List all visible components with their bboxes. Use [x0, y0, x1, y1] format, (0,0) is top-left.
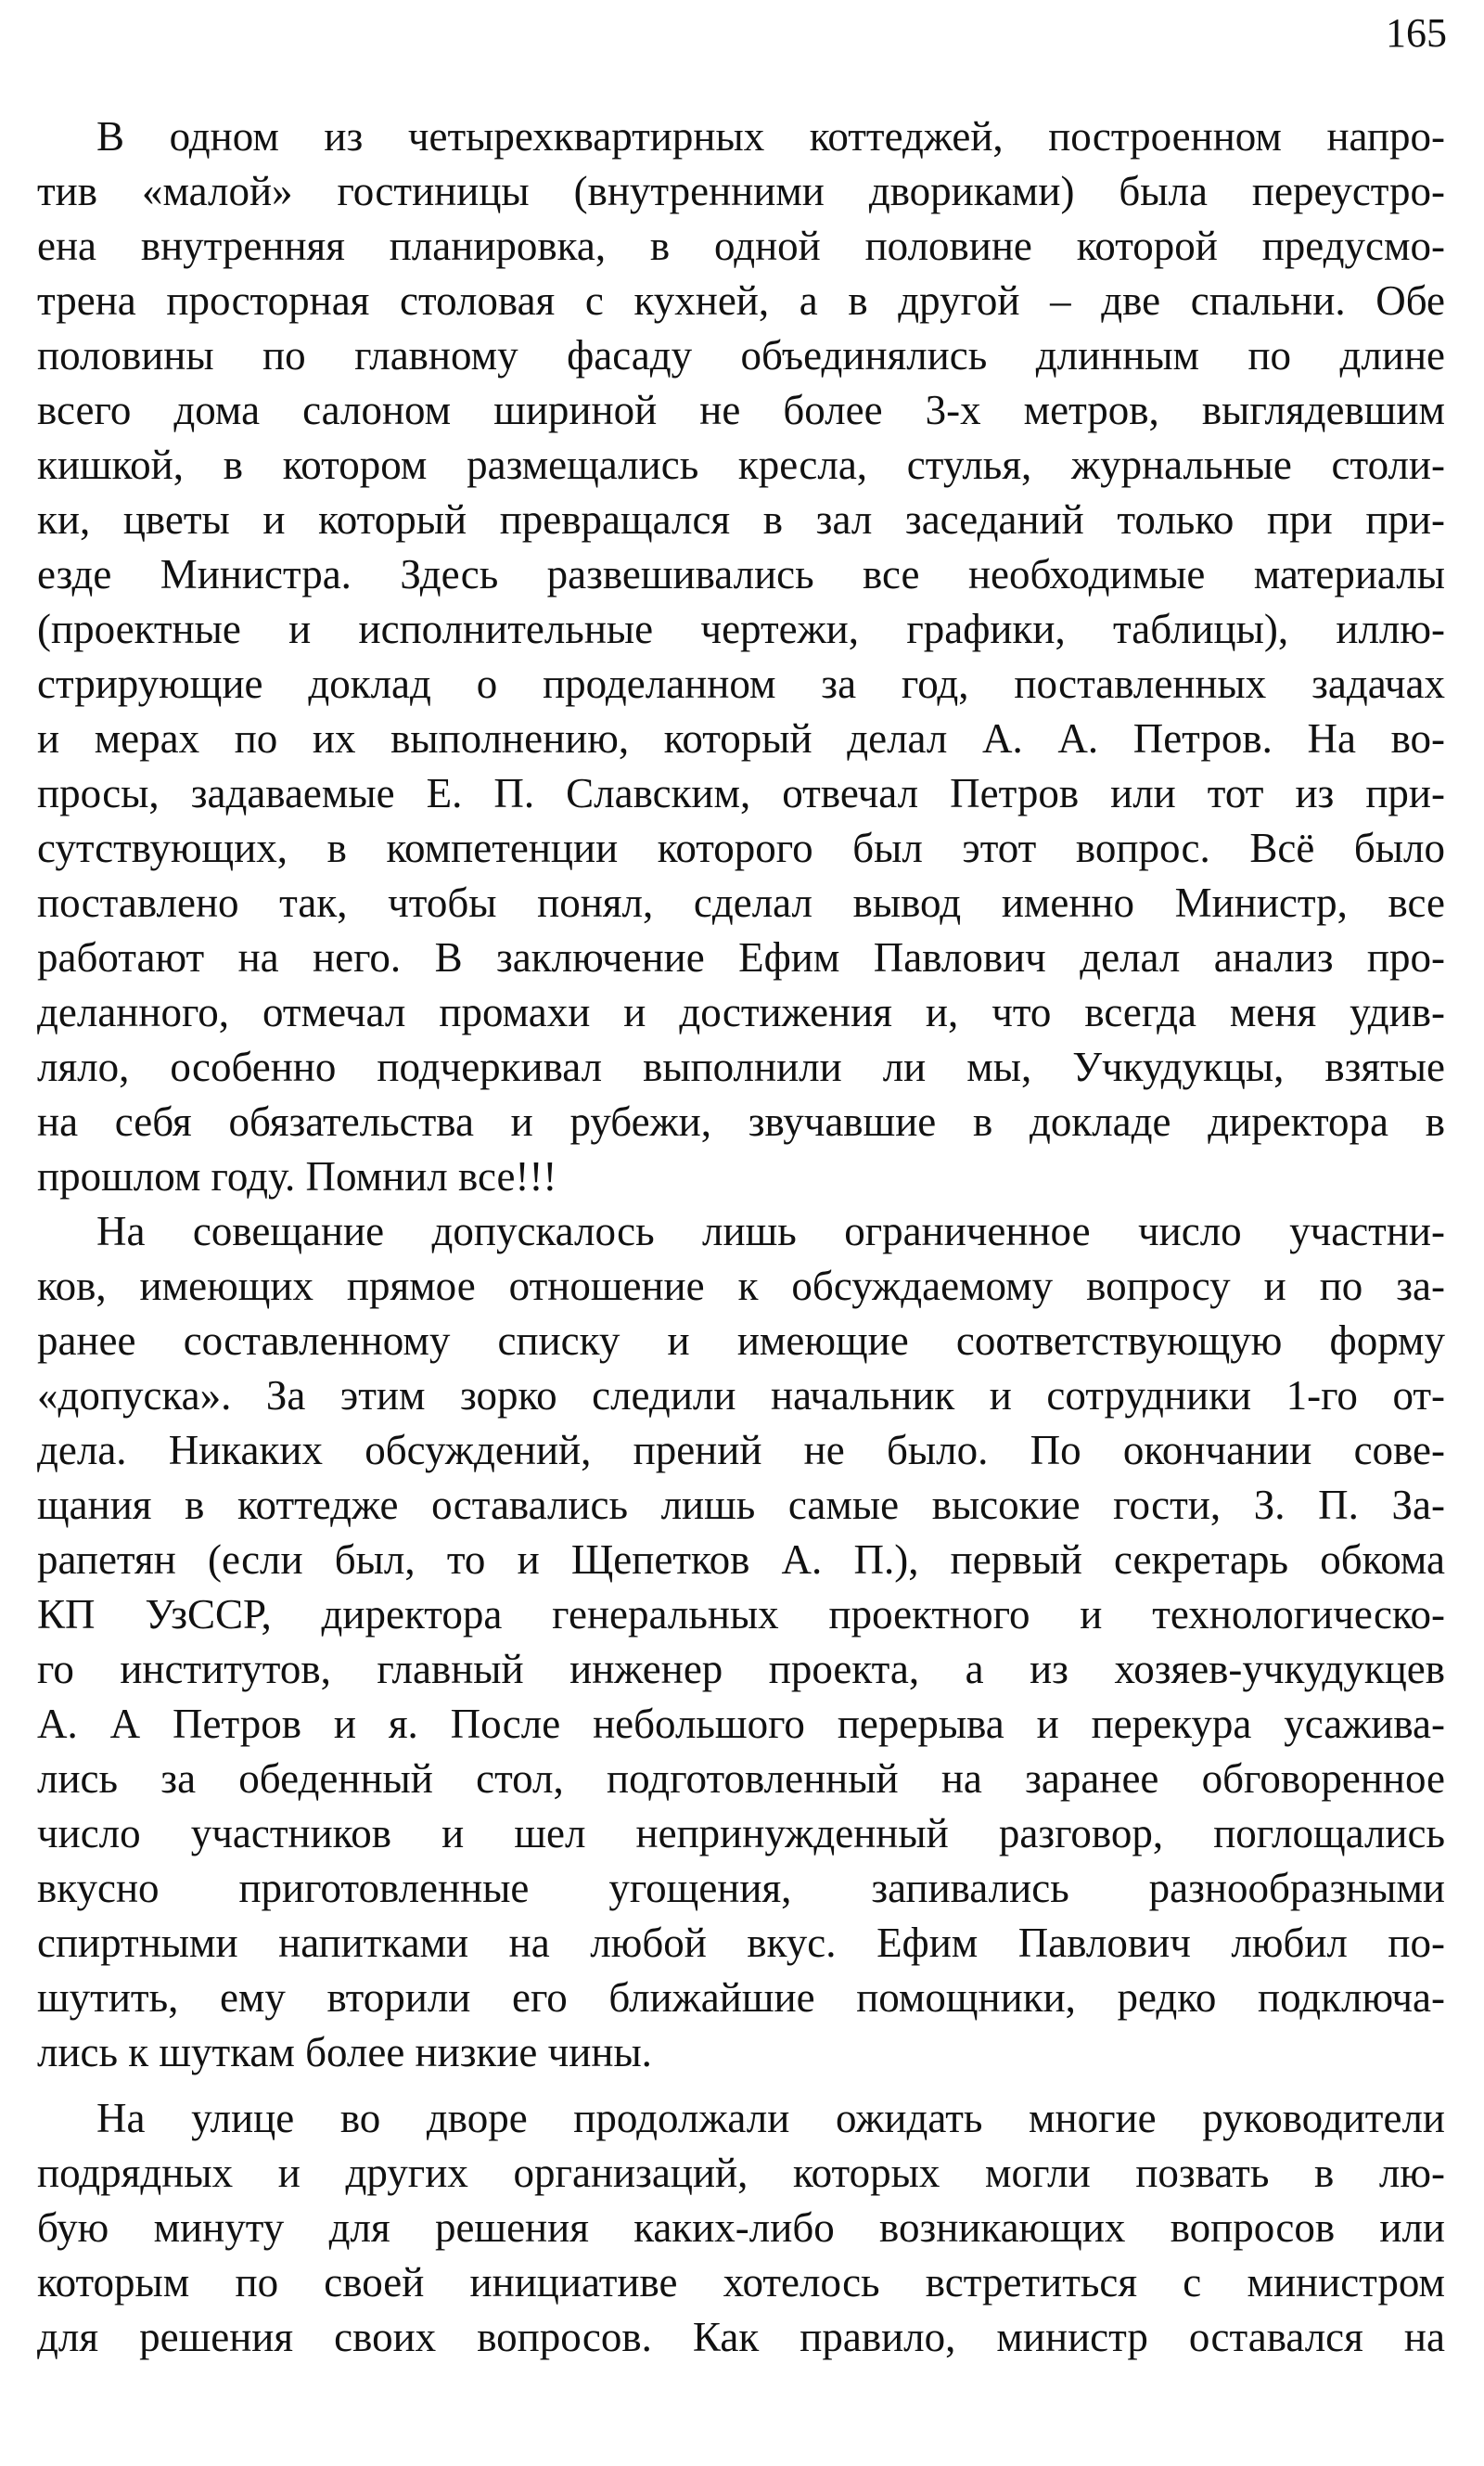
text-line: стрирующие доклад о проделанном за год, поставленных задачах — [37, 661, 1445, 707]
text-line: КП УзССР, директора генеральных проектного и технологическо- — [37, 1591, 1445, 1638]
text-line: прошлом году. Помнил все!!! — [37, 1153, 557, 1200]
text-line: лись за обеденный стол, подготовленный на заранее обговоренное — [37, 1755, 1445, 1802]
text-line: подрядных и других организаций, которых могли позвать в лю- — [37, 2150, 1445, 2196]
text-line: дела. Никаких обсуждений, прений не было. По окончании сове- — [37, 1427, 1445, 1473]
text-line: для решения своих вопросов. Как правило, министр оставался на — [37, 2314, 1445, 2360]
text-line: езде Министра. Здесь развешивались все необходимые материалы — [37, 551, 1445, 597]
page-number: 165 — [1386, 10, 1447, 56]
text-line: (проектные и исполнительные чертежи, графики, таблицы), иллю- — [37, 606, 1445, 652]
text-line: работают на него. В заключение Ефим Павлович делал анализ про- — [37, 934, 1445, 981]
text-line: бую минуту для решения каких-либо возникающих вопросов или — [37, 2204, 1445, 2251]
text-line: ков, имеющих прямое отношение к обсуждаемому вопросу и по за- — [37, 1263, 1445, 1309]
text-line: «допуска». За этим зорко следили начальник и сотрудники 1-го от- — [37, 1372, 1445, 1419]
text-line: которым по своей инициативе хотелось встретиться с министром — [37, 2259, 1445, 2305]
text-line: ранее составленному списку и имеющие соответствующую форму — [37, 1317, 1445, 1364]
text-line: На улице во дворе продолжали ожидать многие руководители — [96, 2095, 1445, 2141]
text-line: число участников и шел непринужденный разговор, поглощались — [37, 1810, 1445, 1856]
body-text — [37, 109, 1445, 2365]
text-line: ена внутренняя планировка, в одной половине которой предусмо- — [37, 223, 1445, 269]
text-line: го институтов, главный инженер проекта, а из хозяев-учкудукцев — [37, 1646, 1445, 1692]
text-line: В одном из четырехквартирных коттеджей, построенном напро- — [96, 113, 1445, 160]
paragraph-spacer — [37, 2080, 1445, 2091]
text-line: всего дома салоном шириной не более 3-х метров, выглядевшим — [37, 387, 1445, 433]
text-line: На совещание допускалось лишь ограниченное число участни- — [96, 1208, 1445, 1254]
text-line: на себя обязательства и рубежи, звучавшие в докладе директора в — [37, 1098, 1445, 1145]
text-line: рапетян (если был, то и Щепетков А. П.), первый секретарь обкома — [37, 1536, 1445, 1583]
text-line: спиртными напитками на любой вкус. Ефим Павлович любил по- — [37, 1920, 1445, 1966]
text-line: ки, цветы и который превращался в зал заседаний только при при- — [37, 496, 1445, 543]
paragraph-2 — [37, 1204, 1445, 2080]
text-line: поставлено так, чтобы понял, сделал вывод именно Министр, все — [37, 880, 1445, 926]
text-line: деланного, отмечал промахи и достижения и, что всегда меня удив- — [37, 989, 1445, 1035]
text-line: половины по главному фасаду объединялись длинным по длине — [37, 332, 1445, 379]
text-line: трена просторная столовая с кухней, а в другой – две спальни. Обе — [37, 277, 1445, 324]
text-line: вкусно приготовленные угощения, запивались разнообразными — [37, 1865, 1445, 1911]
text-line: А. А Петров и я. После небольшого перерыва и перекура усажива- — [37, 1701, 1445, 1747]
text-line: просы, задаваемые Е. П. Славским, отвечал Петров или тот из при- — [37, 770, 1445, 816]
text-line: кишкой, в котором размещались кресла, стулья, журнальные столи- — [37, 442, 1445, 488]
text-line: лись к шуткам более низкие чины. — [37, 2029, 652, 2075]
text-line: сутствующих, в компетенции которого был этот вопрос. Всё было — [37, 825, 1445, 871]
paragraph-3 — [37, 2091, 1445, 2365]
text-line: шутить, ему вторили его ближайшие помощники, редко подключа- — [37, 1974, 1445, 2021]
text-line: тив «малой» гостиницы (внутренними двориками) была переустро- — [37, 168, 1445, 214]
text-line: щания в коттедже оставались лишь самые высокие гости, З. П. За- — [37, 1482, 1445, 1528]
text-line: и мерах по их выполнению, который делал А. А. Петров. На во- — [37, 715, 1445, 762]
text-line: ляло, особенно подчеркивал выполнили ли мы, Учкудукцы, взятые — [37, 1044, 1445, 1090]
paragraph-1 — [37, 109, 1445, 1204]
